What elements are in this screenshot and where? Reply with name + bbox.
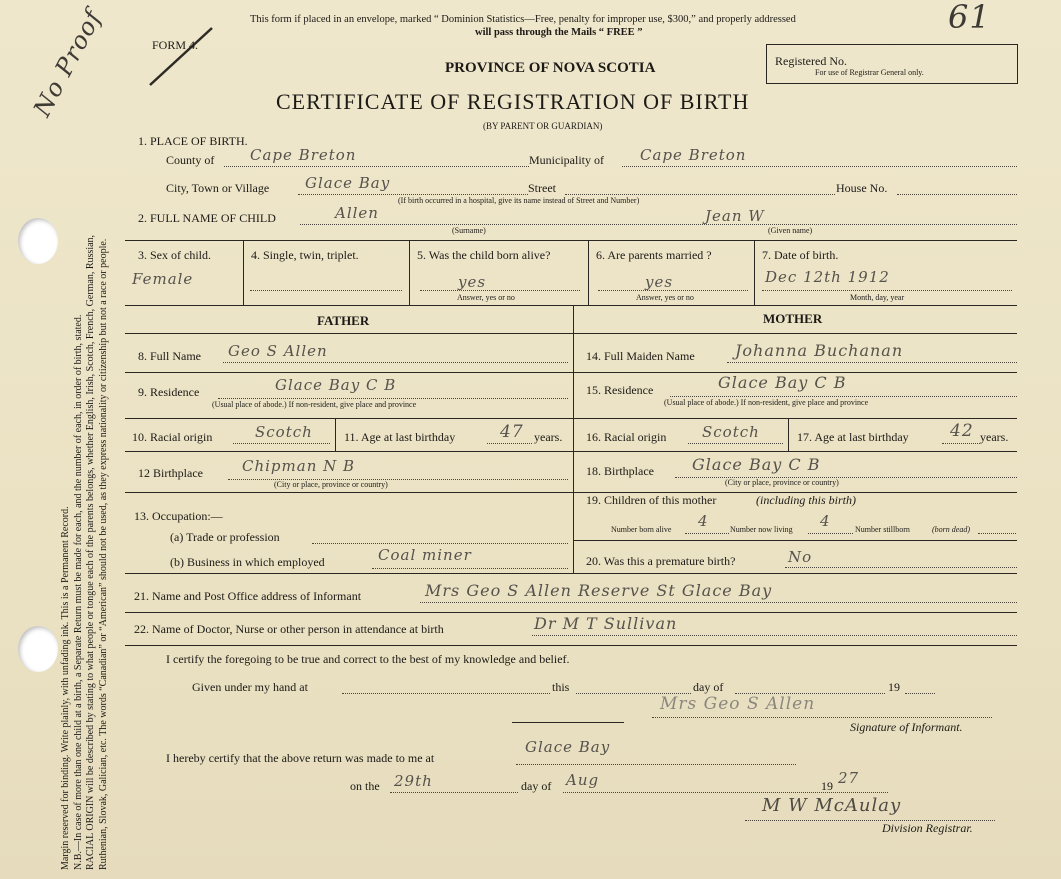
row-8-border xyxy=(125,372,1017,373)
trade-label: (a) Trade or profession xyxy=(170,530,280,544)
municipality-label: Municipality of xyxy=(529,153,604,167)
margin-stamp: No Proof xyxy=(28,5,108,122)
registered-no-box xyxy=(766,44,1018,84)
on-the-label: on the xyxy=(350,779,380,793)
married-note: Answer, yes or no xyxy=(636,293,694,302)
living-value: 4 xyxy=(820,512,831,530)
mother-age-label: 17. Age at last birthday xyxy=(797,430,909,444)
place-heading: 1. PLACE OF BIRTH. xyxy=(138,134,248,148)
division-registrar-label: Division Registrar. xyxy=(882,821,973,835)
alive-note: Answer, yes or no xyxy=(457,293,515,302)
margin-line-1: Margin reserved for binding. Write plainly, with unfading ink. This is a Permanent Record. xyxy=(60,506,71,870)
children-label: 19. Children of this mother xyxy=(586,493,717,507)
registrar-place-line xyxy=(516,764,796,765)
date-note: Month, day, year xyxy=(850,293,905,302)
informant-value: Mrs Geo S Allen Reserve St Glace Bay xyxy=(425,581,773,600)
premature-value: No xyxy=(788,548,813,566)
informant-signature: Mrs Geo S Allen xyxy=(660,694,816,714)
city-value: Glace Bay xyxy=(305,174,391,192)
living-line xyxy=(808,533,853,534)
municipality-value: Cape Breton xyxy=(640,146,747,164)
row3-top-border xyxy=(125,240,1017,241)
age-divider-father xyxy=(335,418,336,451)
sex-value: Female xyxy=(132,270,194,288)
trade-line xyxy=(312,543,568,544)
street-label: Street xyxy=(528,181,556,195)
child-name-line xyxy=(300,224,1017,225)
house-label: House No. xyxy=(836,181,888,195)
row-premature-border xyxy=(573,540,1017,541)
street-note: (If birth occurred in a hospital, give its name instead of Street and Number) xyxy=(398,196,640,205)
city-label: City, Town or Village xyxy=(166,181,270,195)
file-number: 61 xyxy=(948,0,991,36)
day-of-label: day of xyxy=(693,680,724,694)
mother-name-label: 14. Full Maiden Name xyxy=(586,349,695,363)
father-residence-note: (Usual place of abode.) If non-resident, give place and province xyxy=(212,400,417,409)
alive-label: 5. Was the child born alive? xyxy=(417,248,551,262)
father-racial-value: Scotch xyxy=(255,423,313,441)
premature-line xyxy=(785,567,1017,568)
mother-birthplace-value: Glace Bay C B xyxy=(692,455,821,474)
alive-line xyxy=(420,290,580,291)
signature-of-informant-label: Signature of Informant. xyxy=(850,720,963,734)
row3-bottom-border xyxy=(125,305,1017,306)
stillborn-label: Number stillborn xyxy=(855,525,910,534)
parents-center-divider xyxy=(573,305,574,573)
born-alive-line xyxy=(685,533,729,534)
informant-line xyxy=(420,602,1017,603)
registrar-year-prefix: 19 xyxy=(821,779,833,793)
sex-label: 3. Sex of child. xyxy=(138,248,211,262)
registrar-day-value: 29th xyxy=(394,772,433,790)
business-value: Coal miner xyxy=(378,546,472,564)
municipality-line xyxy=(622,166,1017,167)
date-label: 7. Date of birth. xyxy=(762,248,839,262)
doctor-label: 22. Name of Doctor, Nurse or other person in attendance at birth xyxy=(134,622,444,636)
mother-age-line xyxy=(942,443,980,444)
stillborn-note: (born dead) xyxy=(932,525,970,534)
row3-divider-1 xyxy=(243,240,244,305)
mother-residence-line xyxy=(670,396,1017,397)
certify-year-line xyxy=(905,693,935,694)
mother-birthplace-note: (City or place, province or country) xyxy=(725,478,839,487)
age-divider-mother xyxy=(788,418,789,451)
short-rule xyxy=(512,722,624,723)
top-notice-1: This form if placed in an envelope, marked “ Dominion Statistics—Free, penalty for improper use, $300,” and properly addressed xyxy=(250,14,796,25)
province-heading: PROVINCE OF NOVA SCOTIA xyxy=(445,60,656,76)
row-21-border xyxy=(125,573,1017,574)
born-alive-value: 4 xyxy=(698,512,709,530)
on-the-line xyxy=(390,792,518,793)
father-residence-label: 9. Residence xyxy=(138,385,200,399)
registrar-place-value: Glace Bay xyxy=(525,738,611,756)
registered-no-note: For use of Registrar General only. xyxy=(815,68,924,77)
mother-residence-note: (Usual place of abode.) If non-resident, give place and province xyxy=(664,398,869,407)
informant-signature-line xyxy=(652,717,992,718)
business-label: (b) Business in which employed xyxy=(170,555,325,569)
county-line xyxy=(224,166,529,167)
county-label: County of xyxy=(166,153,215,167)
father-age-line xyxy=(487,443,532,444)
stillborn-line xyxy=(978,533,1016,534)
mother-years-label: years. xyxy=(980,430,1009,444)
date-value: Dec 12th 1912 xyxy=(765,268,890,286)
registered-no-label: Registered No. xyxy=(775,54,847,68)
father-heading: FATHER xyxy=(317,313,370,328)
row3-divider-3 xyxy=(588,240,589,305)
given-at-line xyxy=(342,693,550,694)
father-racial-line xyxy=(233,443,330,444)
premature-label: 20. Was this a premature birth? xyxy=(586,554,736,568)
mother-birthplace-label: 18. Birthplace xyxy=(586,464,654,478)
margin-line-2: N.B.—In case of more than one child at a birth, a Separate Return must be made for each, and the number of each, in order of birth, stated. xyxy=(72,314,84,870)
father-residence-value: Glace Bay C B xyxy=(275,376,397,394)
father-age-value: 47 xyxy=(500,422,524,442)
father-name-label: 8. Full Name xyxy=(138,349,201,363)
row3-divider-2 xyxy=(409,240,410,305)
mother-name-line xyxy=(727,362,1017,363)
mother-age-value: 42 xyxy=(950,421,974,441)
stamp-slash-line xyxy=(150,28,212,85)
row-certify-border xyxy=(125,645,1017,646)
given-under-label: Given under my hand at xyxy=(192,680,308,694)
form-number: FORM 4. xyxy=(152,38,199,52)
father-residence-line xyxy=(218,398,568,399)
mother-racial-label: 16. Racial origin xyxy=(586,430,667,444)
children-italic: (including this birth) xyxy=(756,493,856,507)
mother-name-value: Johanna Buchanan xyxy=(735,341,904,360)
mother-residence-value: Glace Bay C B xyxy=(718,373,847,392)
living-label: Number now living xyxy=(730,525,793,534)
certificate-subtitle: (BY PARENT OR GUARDIAN) xyxy=(483,121,603,131)
father-age-label: 11. Age at last birthday xyxy=(344,430,456,444)
registrar-signature: M W McAulay xyxy=(762,795,902,816)
county-value: Cape Breton xyxy=(250,146,357,164)
doctor-line xyxy=(532,635,1017,636)
margin-line-3: RACIAL ORIGIN will be described by stating to what people or tongue each of the parents belongs, whether English, Irish, Scotch, French, German, Russian, xyxy=(85,234,96,870)
mother-residence-label: 15. Residence xyxy=(586,383,654,397)
row-22-border xyxy=(125,612,1017,613)
mother-heading: MOTHER xyxy=(763,311,823,326)
child-given-value: Jean W xyxy=(705,207,765,225)
business-line xyxy=(372,568,568,569)
father-birthplace-note: (City or place, province or country) xyxy=(274,480,388,489)
married-label: 6. Are parents married ? xyxy=(596,248,712,262)
married-value: yes xyxy=(645,273,674,291)
row-10-border xyxy=(125,451,1017,452)
registrar-text: I hereby certify that the above return was made to me at xyxy=(166,751,435,765)
registrar-month-line xyxy=(563,792,888,793)
child-surname-value: Allen xyxy=(335,204,379,222)
house-line xyxy=(897,194,1017,195)
date-line xyxy=(762,290,1012,291)
registrar-month-value: Aug xyxy=(566,771,600,789)
single-line xyxy=(250,290,402,291)
father-years-label: years. xyxy=(534,430,563,444)
surname-note: (Surname) xyxy=(452,226,486,235)
father-name-line xyxy=(223,362,568,363)
father-birthplace-label: 12 Birthplace xyxy=(138,466,203,480)
single-label: 4. Single, twin, triplet. xyxy=(251,248,359,262)
mother-racial-value: Scotch xyxy=(702,423,760,441)
registrar-year-value: 27 xyxy=(838,769,860,787)
certify-year-prefix: 19 xyxy=(888,680,900,694)
father-racial-label: 10. Racial origin xyxy=(132,430,213,444)
parents-header-border xyxy=(125,333,1017,334)
father-birthplace-value: Chipman N B xyxy=(242,457,356,475)
top-notice-2: will pass through the Mails “ FREE ” xyxy=(475,27,643,38)
this-label: this xyxy=(552,680,570,694)
child-name-label: 2. FULL NAME OF CHILD xyxy=(138,211,276,225)
street-line xyxy=(565,194,835,195)
given-note: (Given name) xyxy=(768,226,813,235)
city-line xyxy=(298,194,528,195)
registrar-day-of-label: day of xyxy=(521,779,552,793)
alive-value: yes xyxy=(458,273,487,291)
certify-text: I certify the foregoing to be true and correct to the best of my knowledge and belief. xyxy=(166,652,570,666)
mother-racial-line xyxy=(688,443,783,444)
born-alive-label: Number born alive xyxy=(611,525,672,534)
row-12-border xyxy=(125,492,1017,493)
informant-label: 21. Name and Post Office address of Informant xyxy=(134,589,362,603)
father-name-value: Geo S Allen xyxy=(228,342,328,360)
occupation-label: 13. Occupation:— xyxy=(134,509,223,523)
row-9-border xyxy=(125,418,1017,419)
margin-line-4: Ruthenian, Slovak, Galician, etc. The words “Canadian” or “American” should not be used, as they express nationality or citizenship but not a race or people. xyxy=(97,238,109,870)
doctor-value: Dr M T Sullivan xyxy=(534,614,678,633)
row3-divider-4 xyxy=(754,240,755,305)
certificate-title: CERTIFICATE OF REGISTRATION OF BIRTH xyxy=(276,89,750,114)
